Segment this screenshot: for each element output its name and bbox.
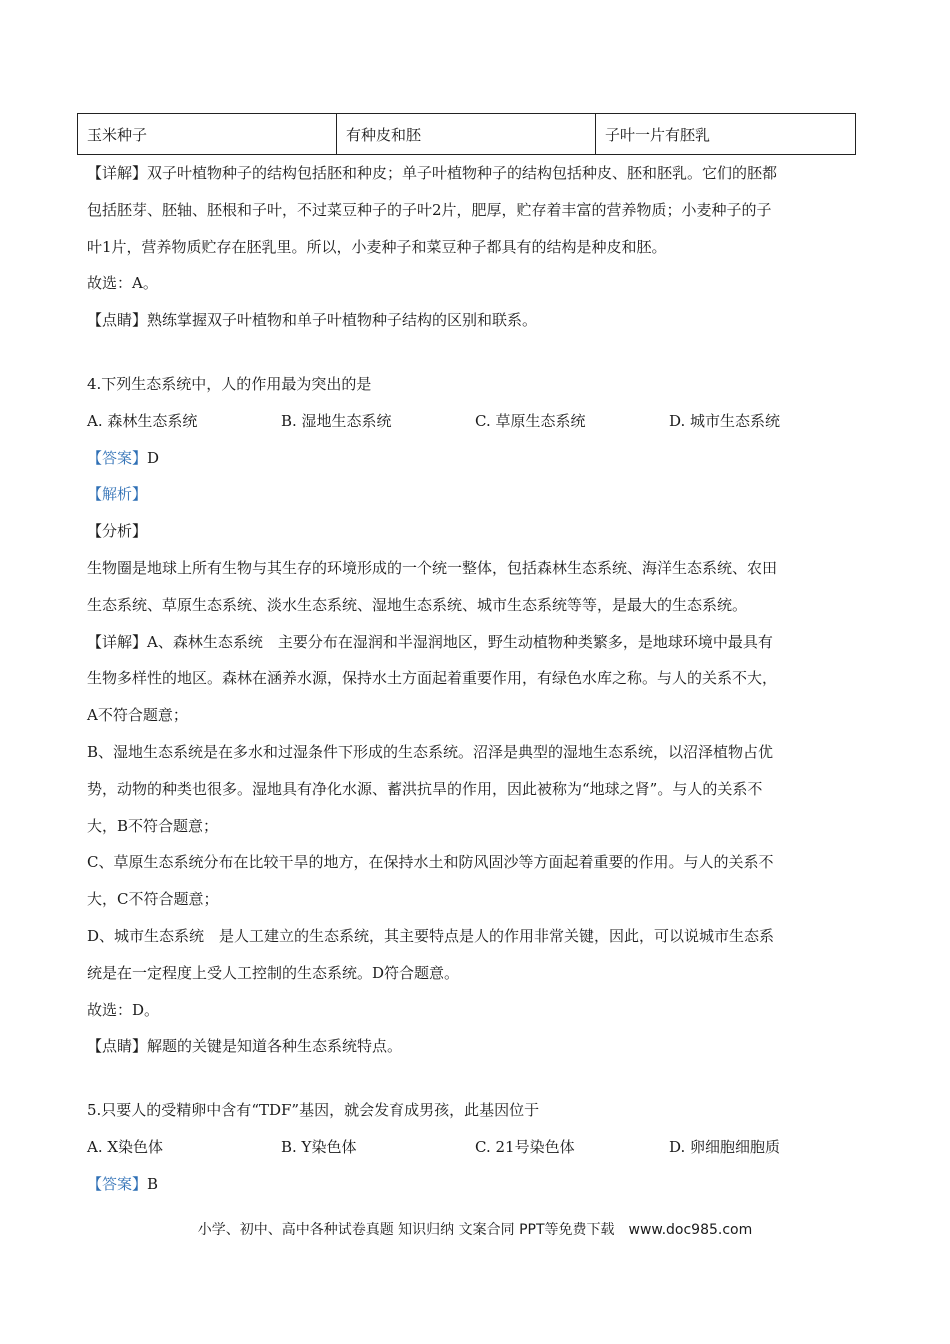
paragraph: 势，动物的种类也很多。湿地具有净化水源、蓄洪抗旱的作用，因此被称为“地球之肾”。与人的关系不 <box>87 779 763 798</box>
document-body <box>87 155 865 1203</box>
question-4: 4.下列生态系统中，人的作用最为突出的是 <box>87 374 372 393</box>
question-5: 5.只要人的受精卵中含有“TDF”基因，就会发育成男孩，此基因位于 <box>87 1101 540 1120</box>
option: A. 森林生态系统 <box>87 411 198 430</box>
option: D. 城市生态系统 <box>669 411 781 430</box>
table-row <box>78 114 856 155</box>
answer-label: 【答案】 <box>87 1174 148 1193</box>
table-cell: 玉米种子 <box>78 114 337 155</box>
option: B. 湿地生态系统 <box>281 411 392 430</box>
answer-line <box>87 1166 865 1203</box>
paragraph: 【详解】A、森林生态系统 主要分布在湿润和半湿润地区，野生动植物种类繁多，是地球环境中最具有 <box>87 632 773 651</box>
option: D. 卵细胞细胞质 <box>669 1137 781 1156</box>
paragraph: 叶1片，营养物质贮存在胚乳里。所以，小麦种子和菜豆种子都具有的结构是种皮和胚。 <box>87 237 667 256</box>
paragraph: 大，C不符合题意； <box>87 890 219 909</box>
answer-line <box>87 440 865 477</box>
paragraph: 故选：A。 <box>87 274 158 293</box>
analysis-label: 【解析】 <box>87 485 148 504</box>
table-cell: 有种皮和胚 <box>337 114 596 155</box>
table-cell: 子叶一片有胚乳 <box>596 114 856 155</box>
option: A. X染色体 <box>87 1137 164 1156</box>
options-q5 <box>87 1129 865 1166</box>
fenxi-label: 【分析】 <box>87 522 148 541</box>
paragraph: 包括胚芽、胚轴、胚根和子叶，不过菜豆种子的子叶2片，肥厚，贮存着丰富的营养物质；小麦种子的子 <box>87 200 772 219</box>
paragraph: D、城市生态系统 是人工建立的生态系统，其主要特点是人的作用非常关键，因此，可以说城市生态系 <box>87 926 775 945</box>
option: C. 草原生态系统 <box>475 411 586 430</box>
paragraph: 生态系统、草原生态系统、淡水生态系统、湿地生态系统、城市生态系统等等，是最大的生态系统。 <box>87 595 748 614</box>
paragraph: 生物多样性的地区。森林在涵养水源，保持水土方面起着重要作用，有绿色水库之称。与人的关系不大， <box>87 669 778 688</box>
option: B. Y染色体 <box>281 1137 357 1156</box>
paragraph: 【详解】双子叶植物种子的结构包括胚和种皮；单子叶植物种子的结构包括种皮、胚和胚乳。它们的胚都 <box>87 164 778 182</box>
page-footer: 小学、初中、高中各种试卷真题 知识归纳 文案合同 PPT等免费下载 www.doc985.com <box>197 1222 753 1238</box>
paragraph: B、湿地生态系统是在多水和过湿条件下形成的生态系统。沼泽是典型的湿地生态系统，以沼泽植物占优 <box>87 742 774 761</box>
answer-value: B <box>147 1174 159 1193</box>
seed-structure-table <box>77 113 856 155</box>
options-q4 <box>87 403 865 440</box>
paragraph: 故选：D。 <box>87 1000 160 1019</box>
paragraph: 【点睛】熟练掌握双子叶植物和单子叶植物种子结构的区别和联系。 <box>87 311 538 330</box>
paragraph: C、草原生态系统分布在比较干旱的地方，在保持水土和防风固沙等方面起着重要的作用。与人的关系不 <box>87 853 774 872</box>
paragraph: 大，B不符合题意； <box>87 816 219 835</box>
paragraph: 【点睛】解题的关键是知道各种生态系统特点。 <box>87 1037 403 1056</box>
option: C. 21号染色体 <box>475 1137 575 1156</box>
paragraph: A不符合题意； <box>87 706 188 725</box>
paragraph: 生物圈是地球上所有生物与其生存的环境形成的一个统一整体，包括森林生态系统、海洋生态系统、农田 <box>87 558 778 577</box>
answer-label: 【答案】 <box>87 448 148 467</box>
paragraph: 统是在一定程度上受人工控制的生态系统。D符合题意。 <box>87 963 460 982</box>
answer-value: D <box>147 448 160 467</box>
